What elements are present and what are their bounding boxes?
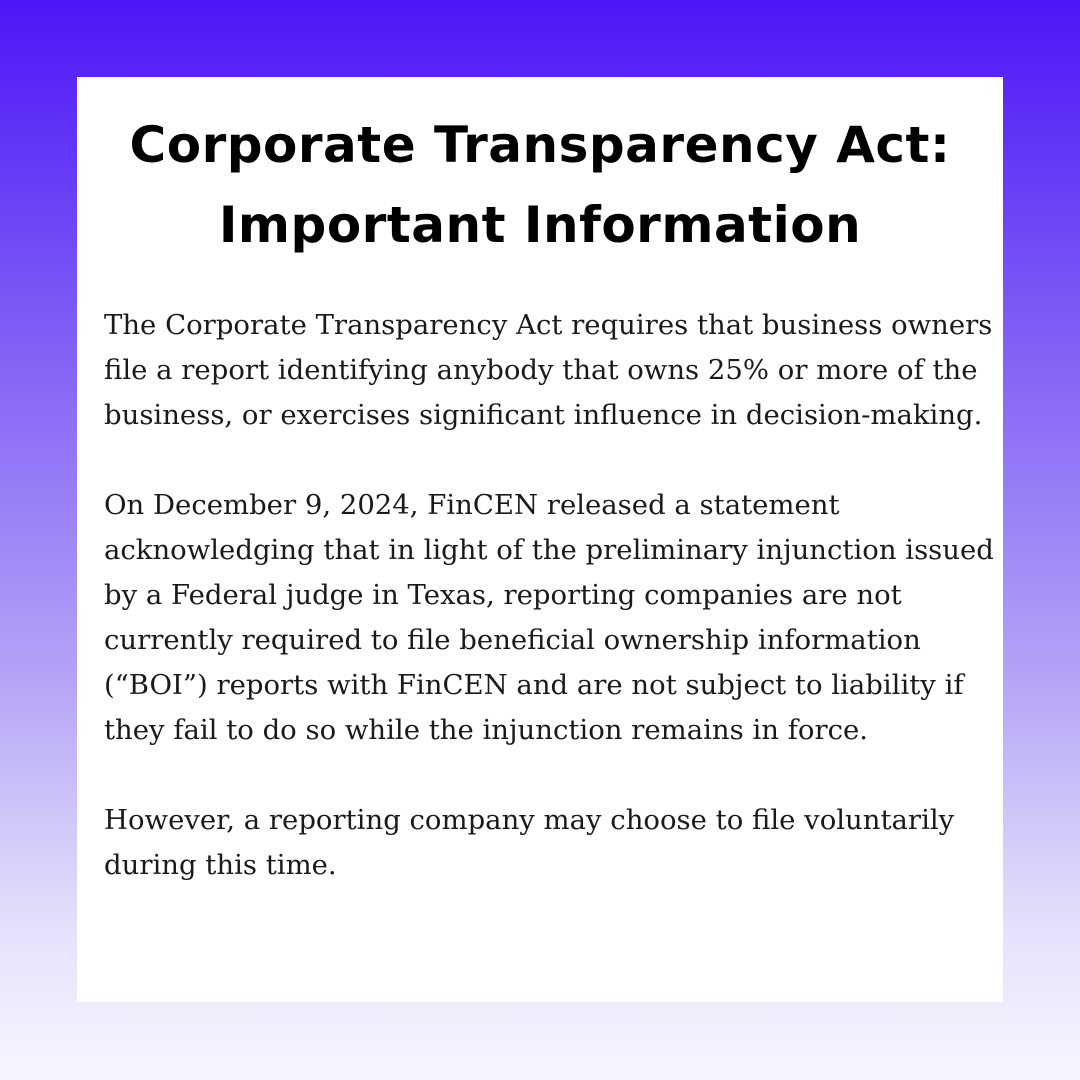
title-line-1: Corporate Transparency Act: [129, 116, 951, 174]
page-title [77, 105, 1003, 265]
paragraph-fincen-statement: On December 9, 2024, FinCEN released a statement acknowledging that in light of the preliminary injunction issued by a Federal judge in Texas, reporting companies are not currently required to file beneficial ownership information (“BOI”) reports with FinCEN and are not subject to liability if they fail to do so while the injunction remains in force. [104, 489, 994, 746]
paragraph-requirement: The Corporate Transparency Act requires that business owners file a report identifying anybody that owns 25% or more of the business, or exercises significant influence in decision-making. [104, 309, 993, 431]
title-line-2: Important Information [218, 196, 862, 254]
paragraph-voluntary-filing: However, a reporting company may choose to file voluntarily during this time. [104, 804, 955, 881]
body-text [104, 303, 994, 888]
info-card [77, 77, 1003, 1002]
